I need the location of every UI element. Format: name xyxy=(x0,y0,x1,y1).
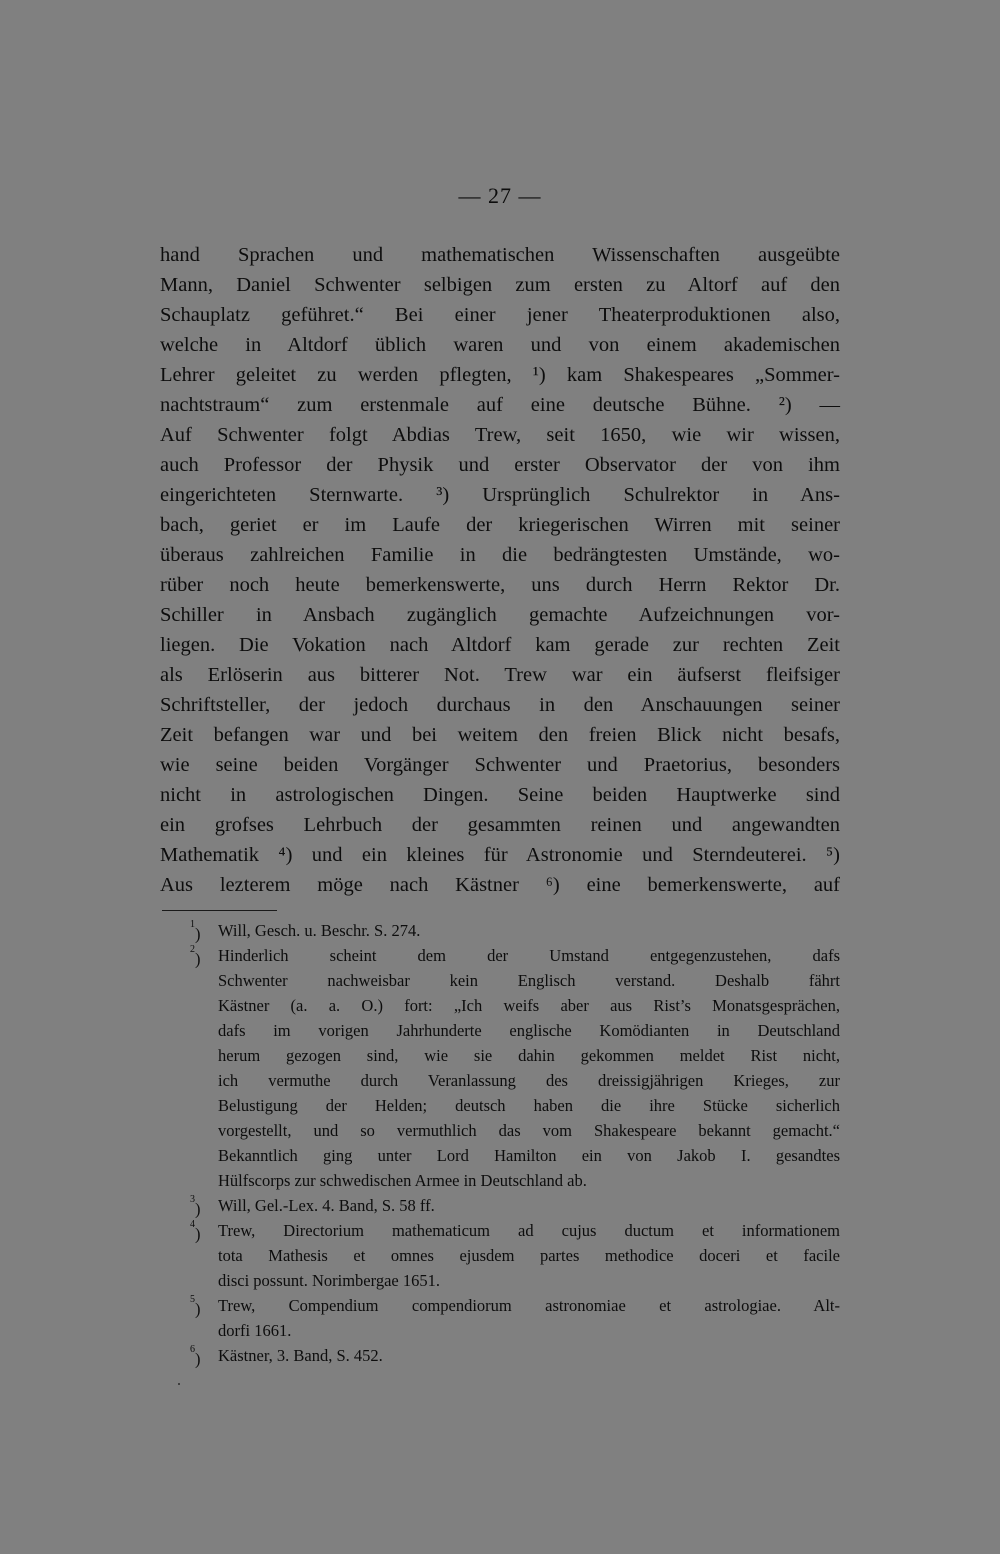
body-line: nachtstraum“ zum erstenmale auf eine deutsche Bühne. ²) — xyxy=(160,394,840,416)
body-text xyxy=(160,240,840,900)
body-line: nicht in astrologischen Dingen. Seine beiden Hauptwerke sind xyxy=(160,784,840,806)
body-line: Schiller in Ansbach zugänglich gemachte Aufzeichnungen vor- xyxy=(160,604,840,626)
footnote-line: disci possunt. Norimbergae 1651. xyxy=(218,1271,440,1290)
body-line: Auf Schwenter folgt Abdias Trew, seit 1650, wie wir wissen, xyxy=(160,424,840,446)
footnote-line: dorfi 1661. xyxy=(218,1321,292,1340)
footnotes xyxy=(160,918,840,1368)
body-line: als Erlöserin aus bitterer Not. Trew war ein äufserst fleifsiger xyxy=(160,664,840,686)
footnote-line: dafs im vorigen Jahrhunderte englische Komödianten in Deutschland xyxy=(218,1021,840,1040)
body-line: hand Sprachen und mathematischen Wissenschaften ausgeübte xyxy=(160,244,840,266)
footnote-marker: $^3$) xyxy=(190,1194,201,1219)
body-line: wie seine beiden Vorgänger Schwenter und Praetorius, besonders xyxy=(160,754,840,776)
body-line: bach, geriet er im Laufe der kriegerischen Wirren mit seiner xyxy=(160,514,840,536)
footnote-line: Kästner (a. a. O.) fort: „Ich weifs aber aus Rist’s Monatsgesprächen, xyxy=(218,996,840,1015)
body-line: eingerichteten Sternwarte. ³) Ursprünglich Schulrektor in Ans- xyxy=(160,484,840,506)
footnote-line: vorgestellt, und so vermuthlich das vom Shakespeare bekannt gemacht.“ xyxy=(218,1121,840,1140)
body-line: Mann, Daniel Schwenter selbigen zum ersten zu Altorf auf den xyxy=(160,274,840,296)
footnote-marker: $^5$) xyxy=(190,1294,201,1319)
footnote-marker: $^1$) xyxy=(190,919,201,944)
footnote-line: $^6$) Kästner, 3. Band, S. 452. xyxy=(160,1343,840,1368)
body-line: Schriftsteller, der jedoch durchaus in den Anschauungen seiner xyxy=(160,694,840,716)
footnote-marker: $^6$) xyxy=(190,1344,201,1369)
footnote-line: ich vermuthe durch Veranlassung des dreissigjährigen Krieges, zur xyxy=(218,1071,840,1090)
footnote-line: $^4$) Trew, Directorium mathematicum ad cujus ductum et informationem xyxy=(160,1218,840,1243)
body-line: Zeit befangen war und bei weitem den freien Blick nicht besafs, xyxy=(160,724,840,746)
scan-speck xyxy=(178,1383,180,1385)
footnote-line: Bekanntlich ging unter Lord Hamilton ein von Jakob I. gesandtes xyxy=(218,1146,840,1165)
body-line: Schauplatz geführet.“ Bei einer jener Theaterproduktionen also, xyxy=(160,304,840,326)
body-line: Mathematik ⁴) und ein kleines für Astronomie und Sterndeuterei. ⁵) xyxy=(160,844,840,866)
footnote-line: Schwenter nachweisbar kein Englisch verstand. Deshalb fährt xyxy=(218,971,840,990)
footnote-line: tota Mathesis et omnes ejusdem partes methodice doceri et facile xyxy=(218,1246,840,1265)
footnote-line: $^5$) Trew, Compendium compendiorum astronomiae et astrologiae. Alt- xyxy=(160,1293,840,1318)
body-line: Lehrer geleitet zu werden pflegten, ¹) kam Shakespeares „Sommer- xyxy=(160,364,840,386)
footnote-line: $^2$) Hinderlich scheint dem der Umstand entgegenzustehen, dafs xyxy=(160,943,840,968)
footnote-line: herum gezogen sind, wie sie dahin gekommen meldet Rist nicht, xyxy=(218,1046,840,1065)
footnote-line: $^1$) Will, Gesch. u. Beschr. S. 274. xyxy=(160,918,840,943)
body-line: auch Professor der Physik und erster Observator der von ihm xyxy=(160,454,840,476)
footnote-marker: $^4$) xyxy=(190,1219,201,1244)
body-line: rüber noch heute bemerkenswerte, uns durch Herrn Rektor Dr. xyxy=(160,574,840,596)
footnote-line: Belustigung der Helden; deutsch haben die ihre Stücke sicherlich xyxy=(218,1096,840,1115)
footnote-divider xyxy=(162,910,277,911)
body-line: Aus lezterem möge nach Kästner ⁶) eine bemerkenswerte, auf xyxy=(160,874,840,896)
page-number: — 27 — xyxy=(458,183,542,208)
body-line: ein grofses Lehrbuch der gesammten reinen und angewandten xyxy=(160,814,840,836)
footnote-line: Hülfscorps zur schwedischen Armee in Deutschland ab. xyxy=(218,1171,587,1190)
footnote-line: $^3$) Will, Gel.-Lex. 4. Band, S. 58 ff. xyxy=(160,1193,840,1218)
body-line: welche in Altdorf üblich waren und von einem akademischen xyxy=(160,334,840,356)
body-line: überaus zahlreichen Familie in die bedrängtesten Umstände, wo- xyxy=(160,544,840,566)
body-line: liegen. Die Vokation nach Altdorf kam gerade zur rechten Zeit xyxy=(160,634,840,656)
footnote-marker: $^2$) xyxy=(190,944,201,969)
